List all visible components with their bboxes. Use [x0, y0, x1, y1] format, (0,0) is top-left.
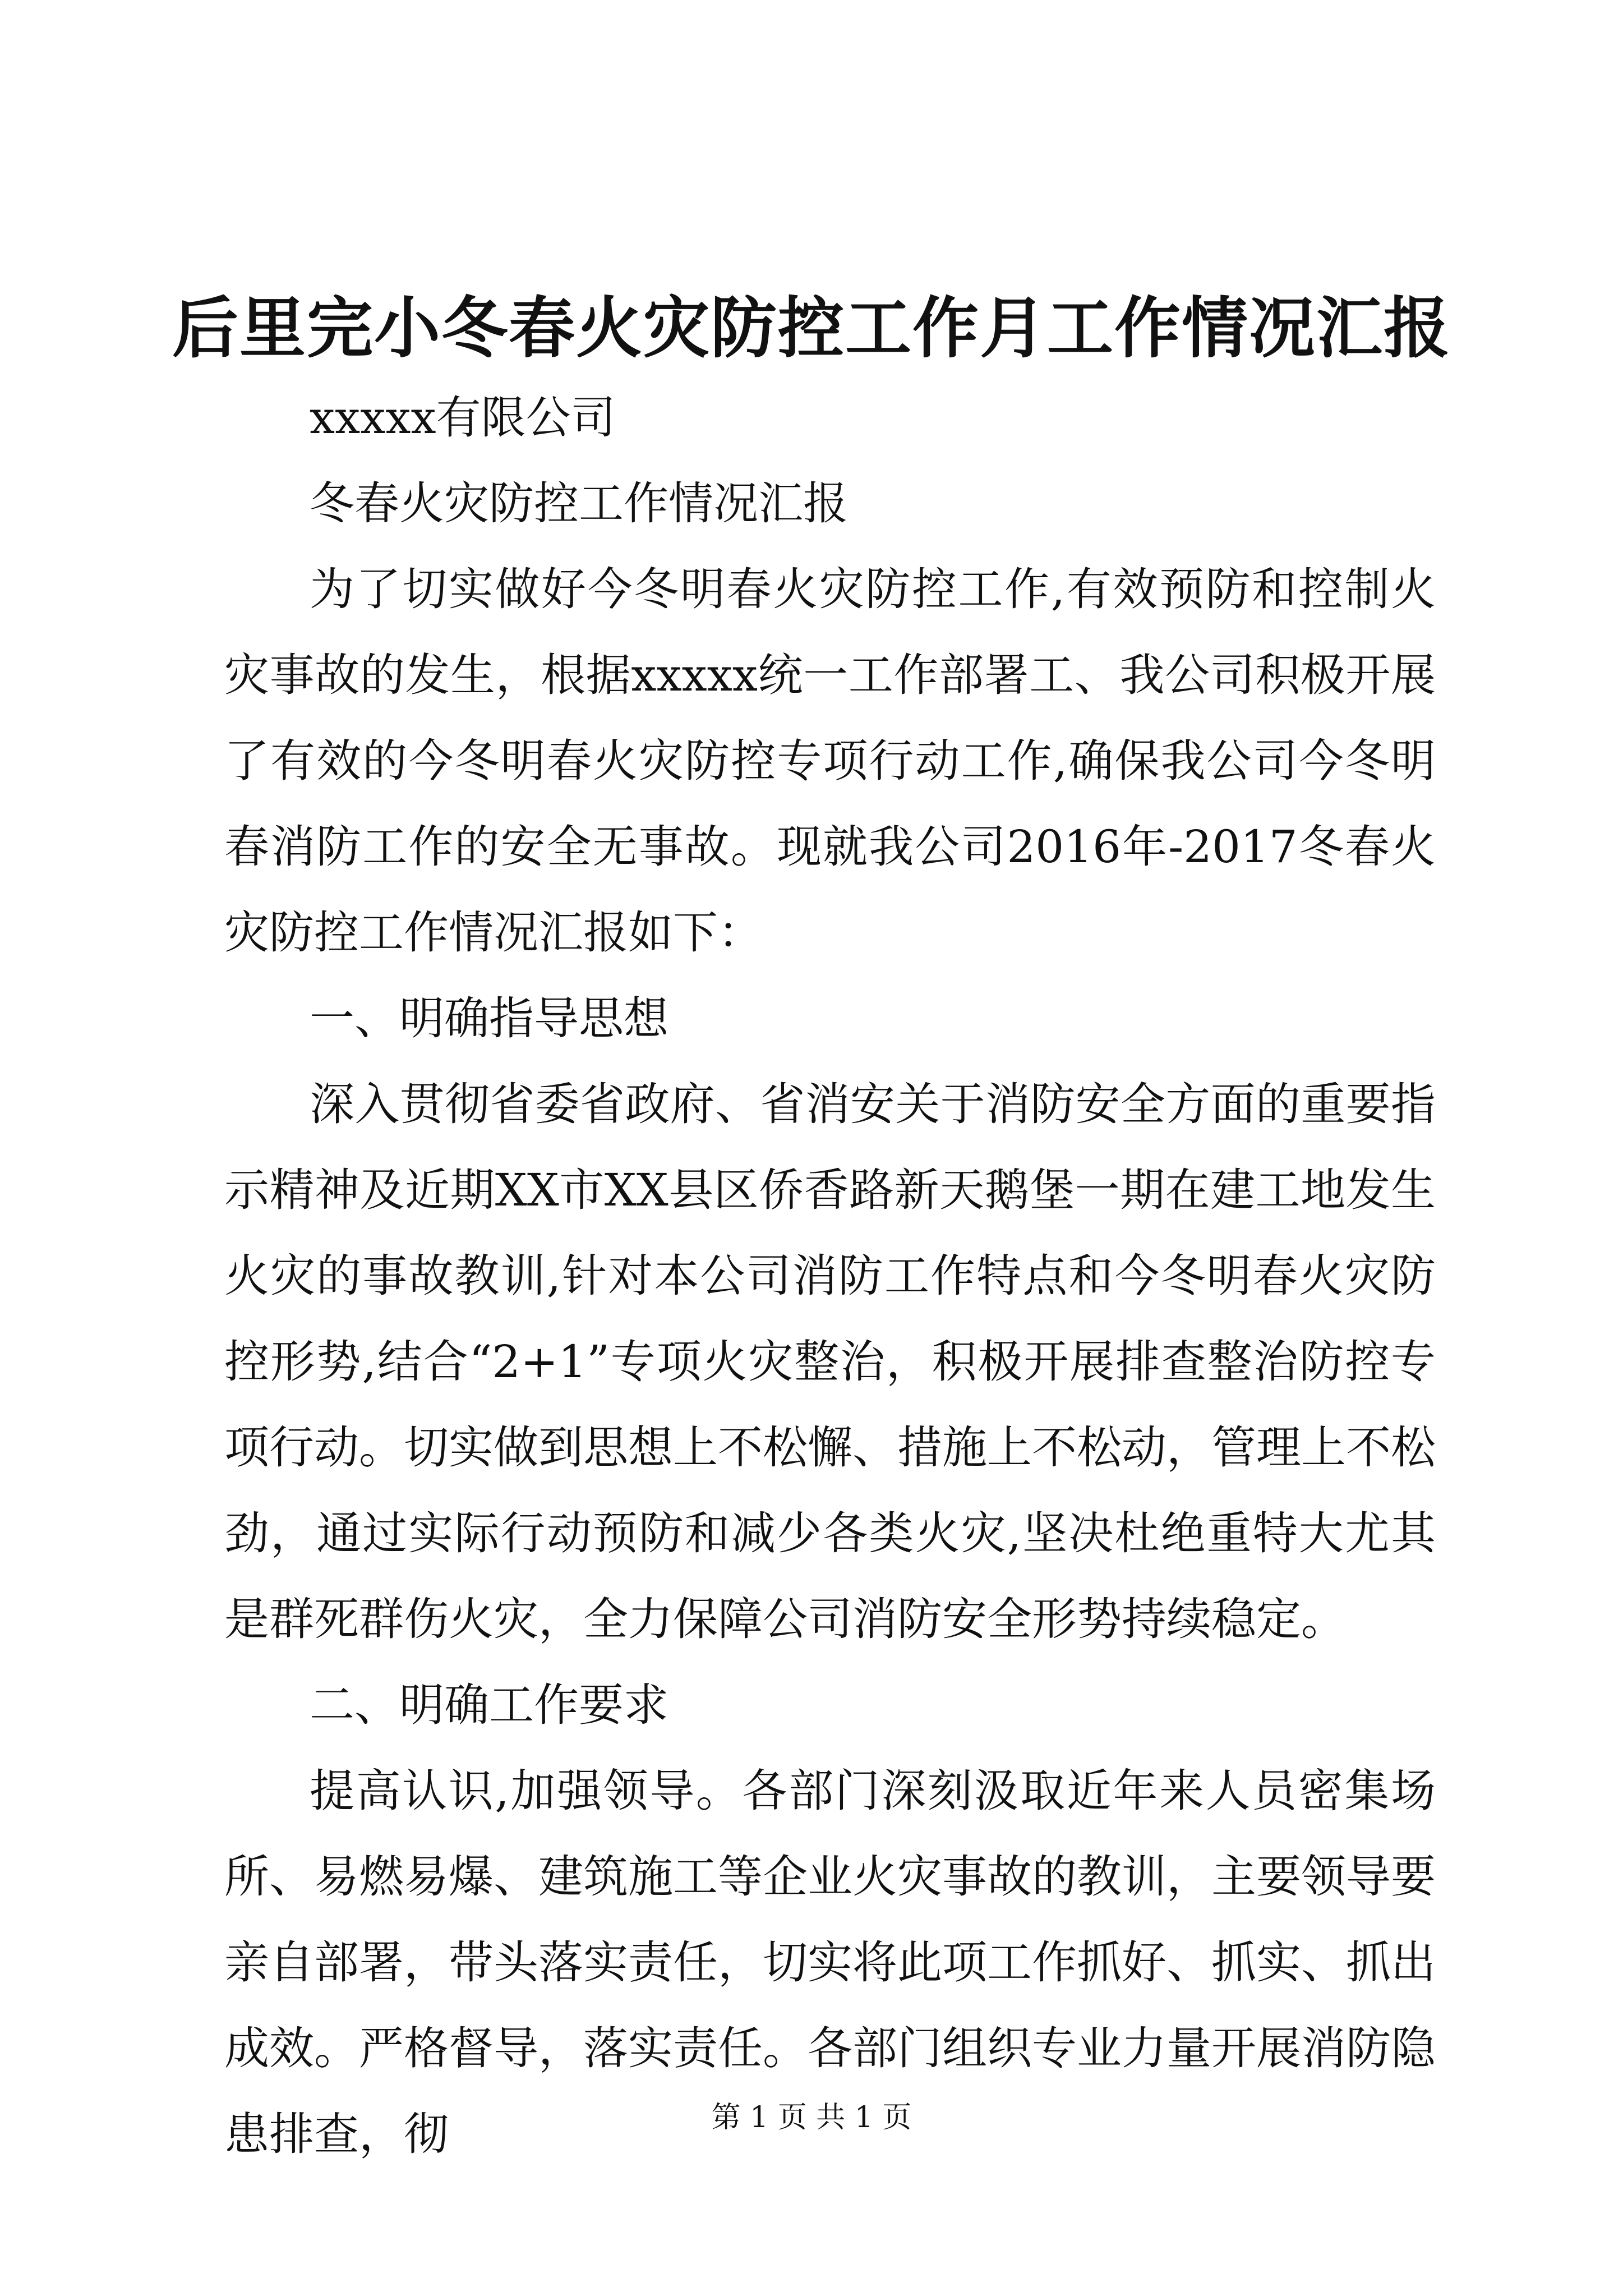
intro-paragraph: 为了切实做好今冬明春火灾防控工作,有效预防和控制火灾事故的发生，根据xxxxx统一工作部署工、我公司积极开展了有效的今冬明春火灾防控专项行动工作,确保我公司今冬明春消防工作的安全无事故。现就我公司2016年-2017冬春火灾防控工作情况汇报如下： — [224, 563, 1436, 959]
report-subtitle-line: 冬春火灾防控工作情况汇报 — [310, 477, 848, 530]
page-footer: 第 1 页 共 1 页 — [711, 2101, 912, 2134]
document-title: 后里完小冬春火灾防控工作月工作情况汇报 — [172, 289, 1451, 367]
section-1-paragraph: 深入贯彻省委省政府、省消安关于消防安全方面的重要指示精神及近期XX市XX县区侨香路新天鹅堡一期在建工地发生火灾的事故教训,针对本公司消防工作特点和今冬明春火灾防控形势,结合“2+1”专项火灾整治，积极开展排查整治防控专项行动。切实做到思想上不松懈、措施上不松动，管理上不松劲，通过实际行动预防和减少各类火灾,坚决杜绝重特大尤其是群死群伤火灾，全力保障公司消防安全形势持续稳定。 — [224, 1078, 1436, 1645]
company-name-line: xxxxx有限公司 — [310, 392, 616, 444]
section-heading-2: 二、明确工作要求 — [310, 1679, 668, 1731]
section-heading-1: 一、明确指导思想 — [310, 992, 668, 1045]
document-body — [224, 375, 1436, 2177]
section-2-paragraph: 提高认识,加强领导。各部门深刻汲取近年来人员密集场所、易燃易爆、建筑施工等企业火灾事故的教训，主要领导要亲自部署，带头落实责任，切实将此项工作抓好、抓实、抓出成效。严格督导，落实责任。各部门组织专业力量开展消防隐患排查，彻 — [224, 1765, 1436, 2160]
